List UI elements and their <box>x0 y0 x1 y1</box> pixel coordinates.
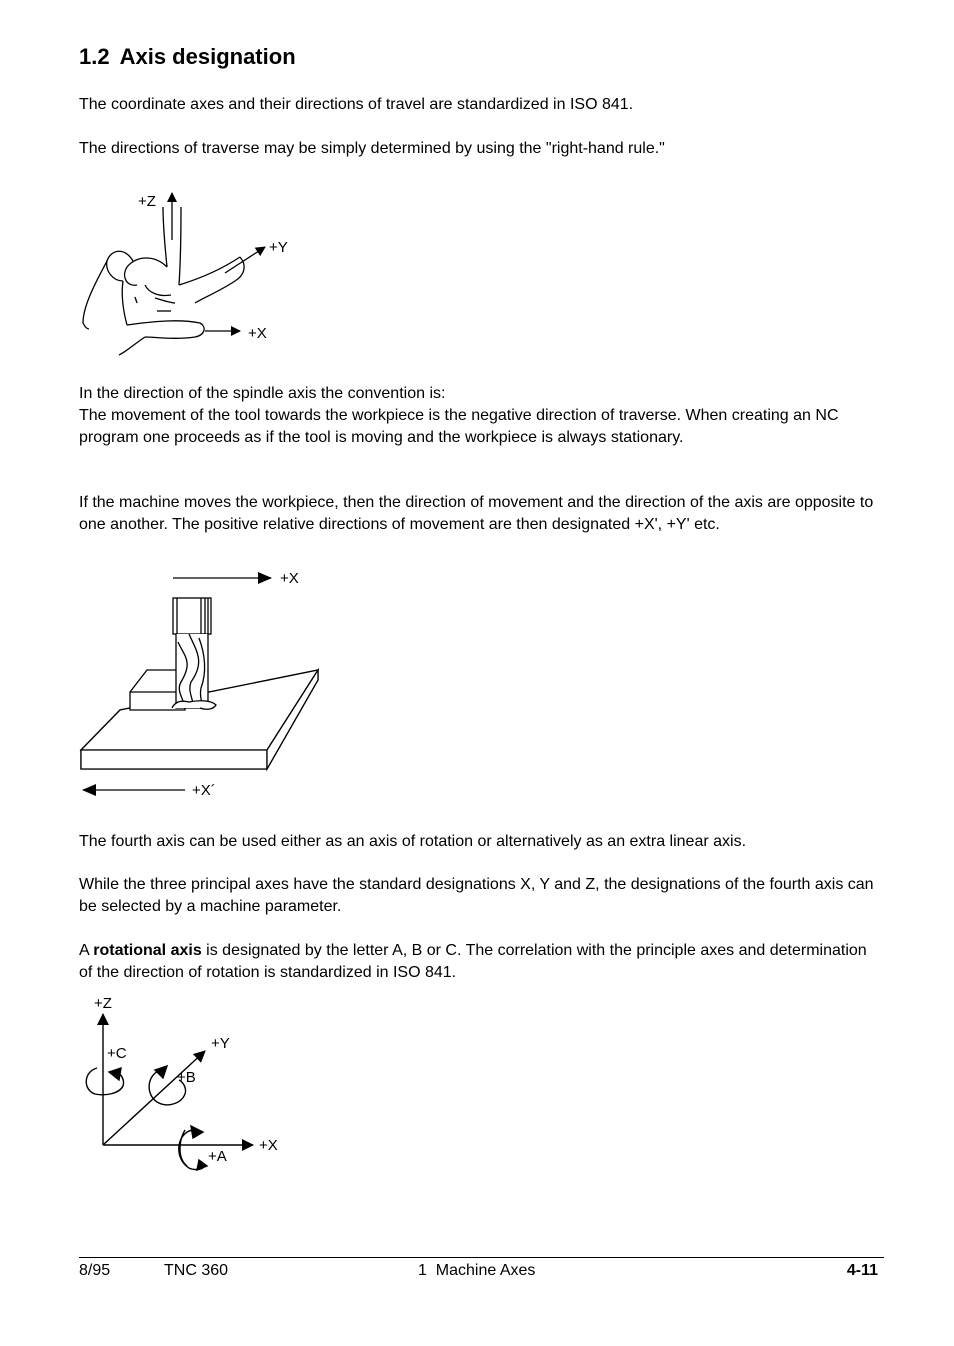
section-number: 1.2 <box>79 44 110 69</box>
right-hand-rule-figure <box>75 185 315 365</box>
rot-b-label: +B <box>177 1069 196 1086</box>
rot-y-label: +Y <box>211 1035 230 1052</box>
paragraph-principal-axes: While the three principal axes have the standard designations X, Y and Z, the designations of the fourth axis can be selected by a machine parameter. <box>79 876 874 915</box>
hand-y-label: +Y <box>269 239 288 256</box>
rot-x-label: +X <box>259 1137 278 1154</box>
paragraph-fourth-axis: The fourth axis can be used either as an axis of rotation or alternatively as an extra linear axis. <box>79 833 747 850</box>
rotational-axes-figure <box>75 990 315 1180</box>
paragraph-rotational-axis <box>79 940 879 984</box>
rotational-axis-term: rotational axis <box>93 942 202 959</box>
paragraph-workpiece-movement: If the machine moves the workpiece, then the direction of movement and the direction of the axis are opposite to one another. The positive relative directions of movement are then designated +X', +Y' etc. <box>79 494 874 533</box>
paragraph-right-hand-rule: The directions of traverse may be simply determined by using the "right-hand rule." <box>79 140 665 157</box>
rot-a-label: +A <box>208 1148 227 1165</box>
tool-x-label: +X <box>280 570 299 587</box>
paragraph-iso: The coordinate axes and their directions of travel are standardized in ISO 841. <box>79 96 634 113</box>
footer-date: 8/95 <box>79 1262 111 1279</box>
rotational-suffix: is designated by the letter A, B or C. The correlation with the principle axes and determination of the direction of rotation is standardized in ISO 841. <box>79 942 867 981</box>
footer-page-number: 4-11 <box>846 1262 878 1279</box>
section-title: Axis designation <box>119 44 296 69</box>
rot-z-label: +Z <box>94 995 112 1012</box>
tool-workpiece-figure <box>75 562 335 807</box>
hand-x-label: +X <box>248 325 267 342</box>
tool-x-prime-label: +X´ <box>192 782 216 799</box>
rot-c-label: +C <box>107 1045 127 1062</box>
hand-z-label: +Z <box>138 193 156 210</box>
paragraph-spindle-convention <box>79 383 879 449</box>
footer-product: TNC 360 <box>164 1262 229 1279</box>
spindle-convention-intro: In the direction of the spindle axis the convention is: <box>79 385 446 402</box>
footer-divider <box>79 1257 884 1258</box>
spindle-convention-body: The movement of the tool towards the workpiece is the negative direction of traverse. When creating an NC program one proceeds as if the tool is moving and the workpiece is always stationary. <box>79 407 839 446</box>
hand-drawing <box>83 207 244 355</box>
footer-chapter: 1 Machine Axes <box>418 1262 536 1279</box>
rotational-prefix: A <box>79 942 94 959</box>
section-heading <box>79 44 296 70</box>
